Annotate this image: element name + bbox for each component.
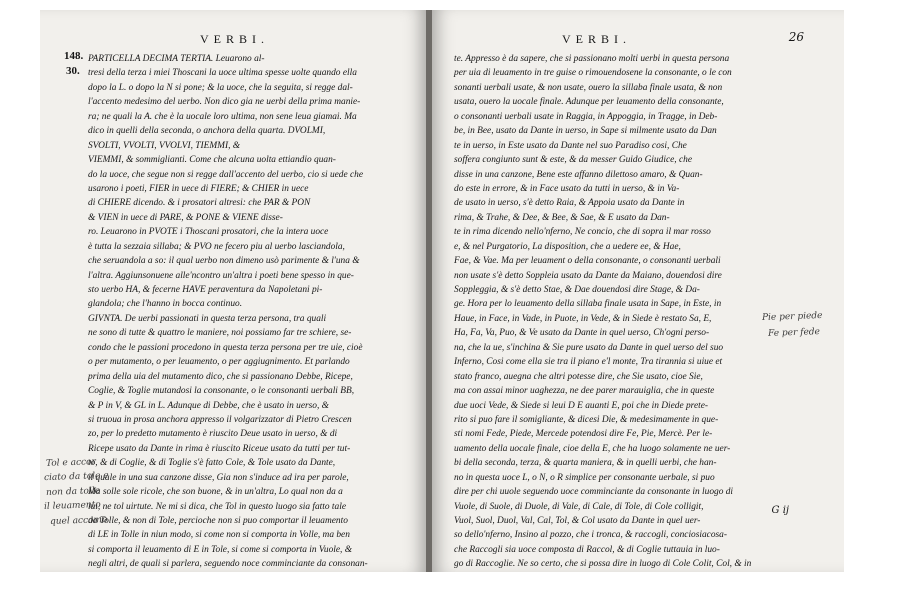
text-line: sti nomi Fede, Piede, Mercede potendosi dire Fe, Pie, Mercè. Per le- [454,429,713,440]
text-line: do la uoce, che segue non si regge dall'accento del uerbo, cio si uede che [88,169,364,180]
text-line: e, & nel Purgatorio, La disposition, che a uedere ee, & Hae, [454,241,681,252]
handwritten-note: Pie per piede [761,310,823,324]
text-line: rima, & Trahe, & Dee, & Bee, & Sae, & E usato da Dan- [454,212,670,223]
text-line: glandola; che l'hanno in bocca continuo. [88,299,243,310]
text-line: ge. Hora per lo leuamento della sillaba finale usata in Sape, in Este, in [454,299,722,310]
text-line: GIVNTA. De uerbi passionati in questa terza persona, tra quali [88,313,327,324]
text-line: tresi della terza i miei Thoscani la uoce ultima spesse uolte quando ella [88,68,357,79]
text-line: sonanti uerbali usate, & non usate, ouero la sillaba finale usata, & non [454,82,723,93]
text-line: Vuol, Suol, Duol, Val, Cal, Tol, & Col usato da Dante in quel uer- [454,516,701,526]
text-line: bi della seconda, terza, & quarta maniera, & in quelli uerbi, che han- [454,458,717,469]
text-line: uamento della uocale finale, cioe della E, che ha luogo solamente ne uer- [454,443,731,454]
text-line: che seruandola a so: il qual uerbo non dimeno usò parimente & l'una & [88,256,360,267]
text-line: condo che le passioni procedono in questa terza persona per tre uie, cioè [88,342,363,353]
text-line: per uia di leuamento in tre guise o rimouendosene la consonante, o le con [454,68,732,79]
text-line: negli altri, de quali si parlera, seguendo noce comminciante da consonan- [88,559,368,570]
text-line: usata, ouero la uocale finale. Adunque per leuamento della consonante, [454,97,724,108]
text-line: si truoua in prosa anchora appresso il volgarizzator di Pietro Crescen [88,414,352,425]
text-line: te in uerso, in Este usato da Dante nel suo Paradiso cosi, Che [454,140,687,151]
text-line: Haue, in Face, in Vade, in Puote, in Vede, & in Siede è restato Sa, E, [454,313,712,324]
text-line: da Tolle, & non di Tole, percioche non si puo comportar il leuamento [88,516,348,526]
text-line: usarono i poeti, FIER in uece di FIERE; & CHIER in uece [88,183,309,194]
left-running-head: VERBI. [200,32,269,46]
text-line: l'accento medesimo del uerbo. Non dico gia ne uerbi della prima manie- [88,97,361,108]
text-line: o per mutamento, o per leuamento, o per aggiugnimento. Et parlando [88,357,350,368]
text-line: de usato in uerso, s'è detto Raia, & Appoia usato da Dante in [454,198,685,209]
text-line: ne sono di tutte & quattro le maniere, noi possiamo far tre schiere, se- [88,328,352,339]
text-line: si comporta il leuamento di E in Tole, si come si comporta in Vuole, & [88,544,353,555]
text-line: soffera congiunto sunt & este, & da messer Guido Giudice, che [454,155,692,166]
text-line: Fae, & Vae. Ma per leuament o della consonante, o consonanti uerbali [454,256,721,267]
text-line: no in questa uoce L, o N, o R simplice per consonante uerbale, si puo [454,472,715,483]
text-line: ro. Leuarono in PVOTE i Thoscani prosatori, che la intera uoce [88,227,329,238]
text-line: non usate s'è detto Soppleia usato da Dante da Maiano, douendosi dire [454,270,722,281]
right-body-text [454,52,809,572]
text-line: Vuole, di Suole, di Duole, di Vale, di Cale, di Tole, di Cole colligit, [454,501,704,512]
text-line: & VIEN in uece di PARE, & PONE & VIENE disse- [88,212,283,223]
handwritten-note: Tol e accor [45,457,96,469]
text-line: ra; ne quali la A. che è la uocale loro ultima, non sene leua giamai. Ma [88,111,357,122]
text-line: Ricepe usato da Dante in rima è riuscito Riceue usato da tutti per tut- [88,443,351,454]
text-line: è tutta la sezzaia sillaba; & PVO ne fecero piu al uerbo lasciandola, [88,241,345,252]
handwritten-note: quel accomo [49,515,108,527]
text-line: di CHIERE dicendo. & i prosatori altresi: che PAR & PON [88,198,311,209]
text-line: Ma solle sole ricole, che son buone, & in un'altra, Lo qual non da a [88,487,343,498]
signature-mark: G ij [771,505,789,516]
text-line: Ha, Fa, Va, Puo, & Ve usato da Dante in quel uerso, Ch'ogni perso- [454,328,710,339]
handwritten-note: il leuamento [43,500,101,512]
text-line: to, & di Coglie, & di Toglie s'è fatto Cole, & Tole usato da Dante, [88,458,336,469]
text-line: il quale in una sua canzone disse, Gia non s'induce ad ira per parole, [88,472,349,483]
text-line: so dello'nferno, Insino al pozzo, che i tronca, & raccogli, conciosiacosa- [454,530,727,541]
text-line: na, che la ue, s'inchina & Sie pure usato da Dante in quel uerso del suo [454,342,724,353]
right-running-head: VERBI. [562,32,631,46]
text-line: Coglie, & Toglie mutandosi la consonante, o le consonanti uerbali BB, [88,386,355,397]
left-body-text [88,52,413,572]
text-line: VIEMMI, & sommiglianti. Come che alcuna uolta ettiandio quan- [88,155,336,166]
handwritten-note: non da tolle [45,486,101,498]
text-line: lui, ne tol uirtute. Ne mi si dica, che Tol in questo luogo sia fatto tale [88,501,346,512]
text-line: dopo la L. o dopo la N si pone; & la uoce, che la seguita, si regge dal- [88,82,353,93]
page-number: 26 [788,30,804,44]
left-page [40,10,426,572]
text-line: disse in una canzone, Bene este affanno dilettoso amaro, & Quan- [454,169,703,180]
margin-number-30: 30. [66,65,80,77]
handwritten-note: Fe per fede [767,327,821,339]
margin-number-148: 148. [64,50,84,62]
text-line: o consonanti uerbali usate in Raggia, in Appoggia, in Tragge, in Deb- [454,111,718,122]
text-line: SVOLTI, VVOLTI, VVOLVI, TIEMMI, & [88,140,241,151]
text-line: l'altra. Aggiunsonuene alle'ncontro un'altra i poeti bene spesso in que- [88,270,354,281]
text-line: dire per chi uuole seguendo uoce comminciante da consonante in luogo di [454,487,734,498]
text-line: di LE in Tolle in niun modo, si come non si comporta in Volle, ma ben [88,530,350,541]
text-line: te in rima dicendo nello'nferno, Ne concio, che di sopra il mar rosso [454,227,711,238]
handwritten-note: ciato da tole e [43,470,109,484]
text-line: prima della uia del mutamento dico, che si passionano Debbe, Ricepe, [88,371,353,382]
text-line: che Raccogli sia uoce composta di Raccol, & di Coglie tuttauia in luo- [454,544,720,555]
text-line: Inferno, Cosi come ella sie tra il piano e'l monte, Tra tirannia si uiue et [454,357,723,368]
text-line: dico in quelli della seconda, o anchora della quarta. DVOLMI, [88,126,326,137]
right-page [432,10,844,572]
text-line: be, in Bee, usato da Dante in uerso, in Sape si milmente usato da Dan [454,126,717,137]
text-line: & P in V, & GL in L. Adunque di Debbe, che è usato in uerso, & [88,400,329,411]
text-line: go di Raccoglie. Ne so certo, che si possa dire in luogo di Cole Colit, Col, & in [454,559,752,570]
text-line: zo, per lo predetto mutamento è riuscito Deue usato in uerso, & di [88,429,338,440]
text-line: do este in errore, & in Face usato da tutti in uerso, & in Va- [454,183,680,194]
text-line: te. Appresso è da sapere, che si passionano molti uerbi in questa persona [454,54,730,64]
text-line: PARTICELLA DECIMA TERTIA. Leuarono al- [88,54,265,64]
text-line: ma con assai minor uaghezza, ne dee parer marauiglia, che in queste [454,386,715,397]
text-line: rito si puo fare il somigliante, & dicesi Die, & medesimamente in que- [454,414,719,425]
text-line: due uoci Vede, & Siede si leui D E auanti E, poi che in Diede prete- [454,400,709,411]
text-line: Soppleggia, & s'è detto Stae, & Dae douendosi dire Stage, & Da- [454,285,700,295]
text-line: sto uerbo HA, & fecerne HAVE peraventura da Napoletani pi- [88,285,323,295]
text-line: stato franco, auegna che altri potesse dire, che Sie usato, cioe Sie, [454,371,703,382]
